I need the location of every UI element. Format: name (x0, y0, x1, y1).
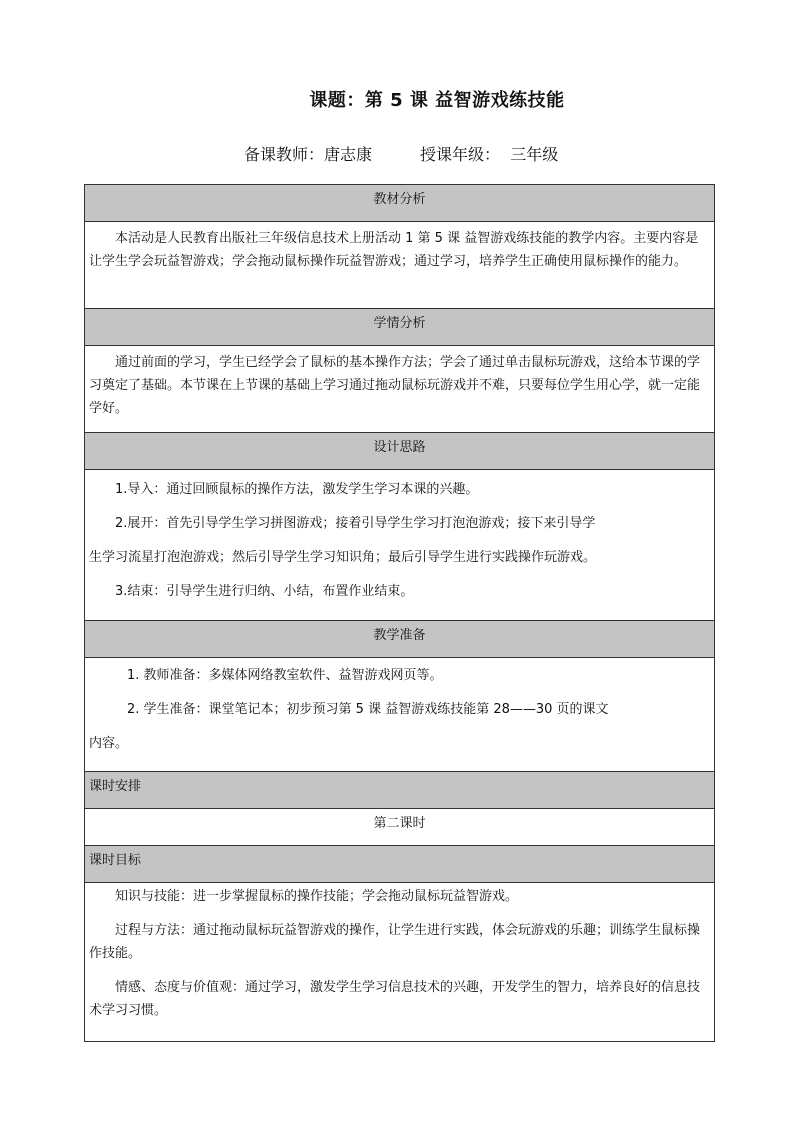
prep-item-2b: 内容。 (89, 736, 129, 751)
prep-section (85, 658, 714, 772)
grade-label: 授课年级： 三年级 (420, 145, 559, 164)
goals-header: 课时目标 (85, 846, 714, 883)
student-header: 学情分析 (85, 309, 714, 346)
prep-item-1: 1. 教师准备：多媒体网络教室软件、益智游戏网页等。 (127, 668, 443, 683)
design-item-3: 3.结束：引导学生进行归纳、小结，布置作业结束。 (115, 584, 414, 599)
student-text: 通过前面的学习，学生已经学会了鼠标的基本操作方法；学会了通过单击鼠标玩游戏，这给本节课的学习奠定了基础。本节课在上节课的基础上学习通过拖动鼠标玩游戏并不难，只要每位学生用心学，就一定能学好。 (89, 355, 701, 416)
material-text: 本活动是人民教育出版社三年级信息技术上册活动 1 第 5 课 益智游戏练技能的教学内容。主要内容是让学生学会玩益智游戏；学会拖动鼠标操作玩益智游戏；通过学习，培养学生正确使用鼠标操作的能力。 (89, 231, 699, 269)
schedule-value: 第二课时 (85, 809, 714, 846)
prep-item-2a: 2. 学生准备：课堂笔记本；初步预习第 5 课 益智游戏练技能第 28——30 页的课文 (127, 702, 609, 717)
design-item-2a: 2.展开：首先引导学生学习拼图游戏；接着引导学生学习打泡泡游戏；接下来引导学 (115, 516, 596, 531)
design-item-1: 1.导入：通过回顾鼠标的操作方法，激发学生学习本课的兴趣。 (115, 482, 479, 497)
prep-header: 教学准备 (85, 621, 714, 658)
design-item-2b: 生学习流星打泡泡游戏；然后引导学生学习知识角；最后引导学生进行实践操作玩游戏。 (89, 550, 597, 565)
schedule-header: 课时安排 (85, 772, 714, 809)
goal-knowledge: 知识与技能：进一步掌握鼠标的操作技能；学会拖动鼠标玩益智游戏。 (115, 889, 519, 904)
page-title: 课题：第 5 课 益智游戏练技能 (309, 90, 565, 111)
goal-process: 过程与方法：通过拖动鼠标玩益智游戏的操作，让学生进行实践，体会玩游戏的乐趣；训练学生鼠标操作技能。 (89, 923, 701, 961)
material-section (85, 222, 714, 309)
lesson-plan-table (84, 184, 715, 1042)
design-section (85, 470, 714, 621)
lesson-meta (244, 142, 558, 165)
design-header: 设计思路 (85, 433, 714, 470)
goals-section (85, 883, 714, 1041)
goal-attitude: 情感、态度与价值观：通过学习，激发学生学习信息技术的兴趣，开发学生的智力，培养良好的信息技术学习习惯。 (89, 980, 701, 1018)
teacher-label: 备课教师：唐志康 (244, 145, 373, 164)
student-section (85, 346, 714, 433)
material-header: 教材分析 (85, 185, 714, 222)
